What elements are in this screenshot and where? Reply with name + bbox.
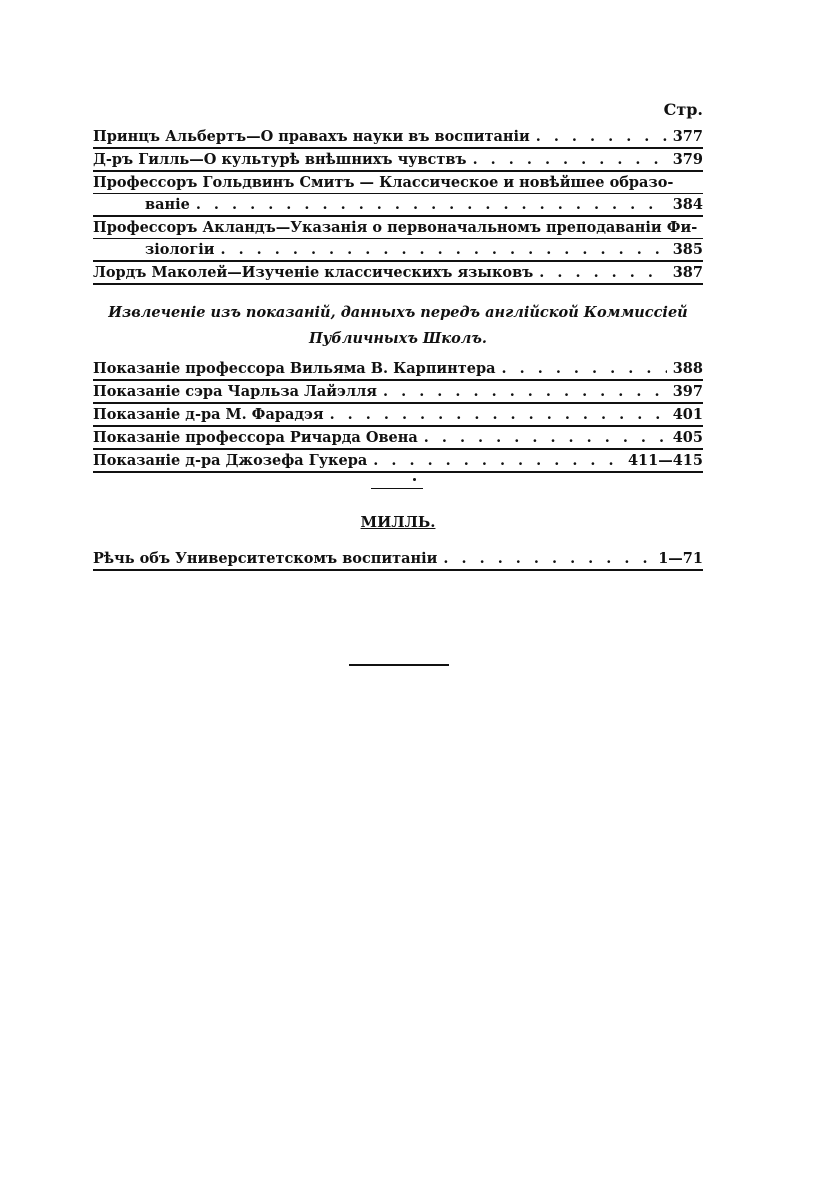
toc-group-essays xyxy=(93,126,703,285)
toc-entry-continuation[interactable] xyxy=(93,194,703,217)
dot-leader xyxy=(367,450,622,471)
dot-leader xyxy=(190,194,667,215)
dot-leader xyxy=(467,149,667,170)
section-heading: МИЛЛЬ. xyxy=(360,513,436,531)
toc-entry-title: Д-ръ Гилль—О культурѣ внѣшнихъ чувствъ xyxy=(93,151,467,168)
toc-entry-title: Профессоръ Акландъ—Указанія о первоначальномъ преподаваніи Фи- xyxy=(93,219,698,236)
dot-leader xyxy=(496,358,667,379)
toc-entry-page: 385 xyxy=(672,241,703,258)
dot-leader xyxy=(530,126,667,147)
dot-leader xyxy=(377,381,667,402)
toc-entry-page: 401 xyxy=(672,406,703,423)
toc-entry-title: Показаніе сэра Чарльза Лайэлля xyxy=(93,383,378,400)
toc-entry[interactable] xyxy=(93,217,703,239)
toc-entry-page: 387 xyxy=(672,264,703,281)
dot-leader xyxy=(418,427,667,448)
toc-entry[interactable] xyxy=(93,262,703,285)
toc-entry-title: Рѣчь объ Университетскомъ воспитаніи xyxy=(93,550,438,567)
toc-entry-page: 397 xyxy=(672,383,703,400)
toc-entry-title: Показаніе д-ра М. Фарадэя xyxy=(93,406,324,423)
ornament-dot xyxy=(413,478,416,481)
toc-entry-page: 379 xyxy=(672,151,703,168)
toc-entry[interactable] xyxy=(93,172,703,194)
caption-line-1: Извлеченіе изъ показаній, данныхъ передъ англійской Коммиссіей xyxy=(108,304,688,321)
toc-entry-page: 1—71 xyxy=(658,550,703,567)
dot-leader xyxy=(324,404,667,425)
toc-group-mill xyxy=(93,548,703,571)
toc-entry[interactable] xyxy=(93,126,703,149)
toc-entry-title: Лордъ Маколей—Изученіе классическихъ языковъ xyxy=(93,264,534,281)
toc-entry-page: 411—415 xyxy=(627,452,703,469)
caption-line-2: Публичныхъ Школъ. xyxy=(308,330,487,347)
dot-leader xyxy=(214,239,666,260)
toc-entry-title: Показаніе д-ра Джозефа Гукера xyxy=(93,452,368,469)
toc-entry[interactable] xyxy=(93,548,703,571)
toc-entry-page: 388 xyxy=(672,360,703,377)
toc-entry-title: Показаніе профессора Ричарда Овена xyxy=(93,429,418,446)
toc-entry-title-continuation: ваніе xyxy=(145,196,190,213)
toc-entry[interactable] xyxy=(93,149,703,172)
toc-entry[interactable] xyxy=(93,358,703,381)
toc-entry-title: Профессоръ Гольдвинъ Смитъ — Классическое и новѣйшее образо- xyxy=(93,174,674,191)
closing-divider xyxy=(349,664,449,666)
toc-group-testimonies xyxy=(93,358,703,473)
toc-entry[interactable] xyxy=(93,427,703,450)
dot-leader xyxy=(533,262,666,283)
toc-entry[interactable] xyxy=(93,381,703,404)
toc-entry[interactable] xyxy=(93,450,703,473)
page-column-label: Стр. xyxy=(663,100,703,119)
toc-entry-title-continuation: зіологіи xyxy=(145,241,215,258)
toc-entry-continuation[interactable] xyxy=(93,239,703,262)
short-divider xyxy=(371,488,423,489)
page-header xyxy=(93,100,703,122)
section-caption xyxy=(93,300,703,352)
toc-entry-page: 377 xyxy=(672,128,703,145)
toc-entry-page: 384 xyxy=(672,196,703,213)
toc-entry-title: Показаніе профессора Вильяма В. Карпинтера xyxy=(93,360,496,377)
toc-entry-title: Принцъ Альбертъ—О правахъ науки въ воспитаніи xyxy=(93,128,530,145)
dot-leader xyxy=(437,548,652,569)
toc-entry-page: 405 xyxy=(672,429,703,446)
toc-entry[interactable] xyxy=(93,404,703,427)
